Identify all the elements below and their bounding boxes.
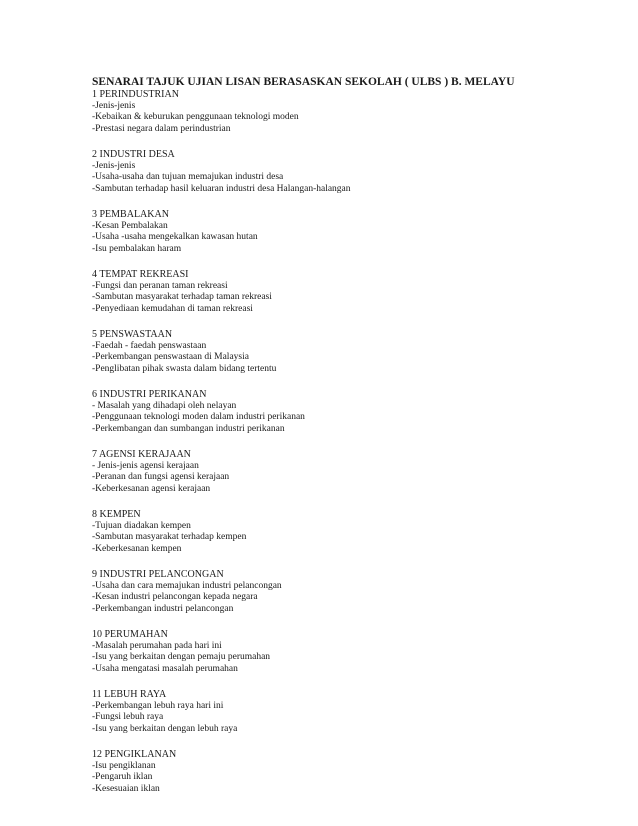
topic-section: [92, 689, 612, 735]
topic-subitem: -Tujuan diadakan kempen: [92, 520, 191, 531]
topic-subitem: -Jenis-jenis: [92, 160, 136, 171]
topic-subitem: -Jenis-jenis: [92, 100, 136, 111]
topic-section: [92, 89, 612, 135]
topic-section: [92, 269, 612, 315]
topic-section: [92, 149, 612, 195]
topic-subitem: -Perkembangan lebuh raya hari ini: [92, 700, 224, 711]
topic-subitem: -Sambutan terhadap hasil keluaran industri desa Halangan-halangan: [92, 183, 351, 194]
topic-heading: 2 INDUSTRI DESA: [92, 149, 175, 160]
topic-heading: 7 AGENSI KERAJAAN: [92, 449, 191, 460]
topic-subitem: -Penggunaan teknologi moden dalam industri perikanan: [92, 412, 305, 422]
topic-subitem: -Perkembangan penswastaan di Malaysia: [92, 352, 249, 362]
topic-heading: 12 PENGIKLANAN: [92, 749, 177, 760]
topic-subitem: -Kesesuaian iklan: [92, 783, 160, 794]
topic-heading: 11 LEBUH RAYA: [92, 689, 167, 700]
topic-section: [92, 569, 612, 615]
topic-subitem: -Usaha-usaha dan tujuan memajukan industri desa: [92, 172, 284, 182]
topic-subitem: -Sambutan masyarakat terhadap taman rekreasi: [92, 292, 272, 302]
topic-heading: 8 KEMPEN: [92, 509, 141, 520]
topic-subitem: -Keberkesanan agensi kerajaan: [92, 483, 211, 494]
topic-section: [92, 209, 612, 255]
topic-subitem: -Isu yang berkaitan dengan lebuh raya: [92, 723, 238, 734]
topic-subitem: -Peranan dan fungsi agensi kerajaan: [92, 472, 230, 482]
topic-heading: 6 INDUSTRI PERIKANAN: [92, 389, 207, 400]
topic-subitem: -Kesan industri pelancongan kepada negara: [92, 592, 258, 602]
topic-subitem: - Masalah yang dihadapi oleh nelayan: [92, 400, 237, 411]
topic-subitem: -Sambutan masyarakat terhadap kempen: [92, 532, 247, 542]
document-page: [92, 76, 612, 809]
topic-subitem: -Penyediaan kemudahan di taman rekreasi: [92, 303, 253, 314]
topic-section: [92, 389, 612, 435]
topic-subitem: -Pengaruh iklan: [92, 772, 153, 782]
topic-subitem: -Perkembangan industri pelancongan: [92, 603, 234, 614]
topic-subitem: -Masalah perumahan pada hari ini: [92, 640, 222, 651]
topic-section: [92, 449, 612, 495]
topic-subitem: -Perkembangan dan sumbangan industri perikanan: [92, 423, 285, 434]
topic-subitem: -Kebaikan & keburukan penggunaan teknologi moden: [92, 112, 299, 122]
topic-subitem: -Isu yang berkaitan dengan pemaju perumahan: [92, 652, 271, 662]
document-title: SENARAI TAJUK UJIAN LISAN BERASASKAN SEKOLAH ( ULBS ) B. MELAYU: [92, 76, 515, 88]
topic-section: [92, 749, 612, 795]
topic-heading: 9 INDUSTRI PELANCONGAN: [92, 569, 224, 580]
topic-list: [92, 89, 612, 795]
topic-heading: 10 PERUMAHAN: [92, 629, 168, 640]
topic-subitem: -Usaha mengatasi masalah perumahan: [92, 663, 238, 674]
topic-subitem: -Fungsi lebuh raya: [92, 712, 164, 722]
topic-subitem: -Isu pengiklanan: [92, 760, 156, 771]
topic-subitem: -Keberkesanan kempen: [92, 543, 182, 554]
topic-subitem: -Isu pembalakan haram: [92, 243, 182, 254]
topic-heading: 3 PEMBALAKAN: [92, 209, 169, 220]
topic-subitem: -Prestasi negara dalam perindustrian: [92, 123, 231, 134]
topic-subitem: -Penglibatan pihak swasta dalam bidang tertentu: [92, 363, 277, 374]
topic-subitem: - Jenis-jenis agensi kerajaan: [92, 460, 199, 471]
topic-subitem: -Kesan Pembalakan: [92, 220, 168, 231]
topic-subitem: -Usaha -usaha mengekalkan kawasan hutan: [92, 232, 258, 242]
topic-subitem: -Faedah - faedah penswastaan: [92, 340, 207, 351]
topic-heading: 4 TEMPAT REKREASI: [92, 269, 189, 280]
topic-section: [92, 509, 612, 555]
topic-subitem: -Usaha dan cara memajukan industri pelancongan: [92, 580, 282, 591]
topic-heading: 1 PERINDUSTRIAN: [92, 89, 179, 100]
topic-section: [92, 329, 612, 375]
topic-heading: 5 PENSWASTAAN: [92, 329, 173, 340]
topic-section: [92, 629, 612, 675]
topic-subitem: -Fungsi dan peranan taman rekreasi: [92, 280, 228, 291]
